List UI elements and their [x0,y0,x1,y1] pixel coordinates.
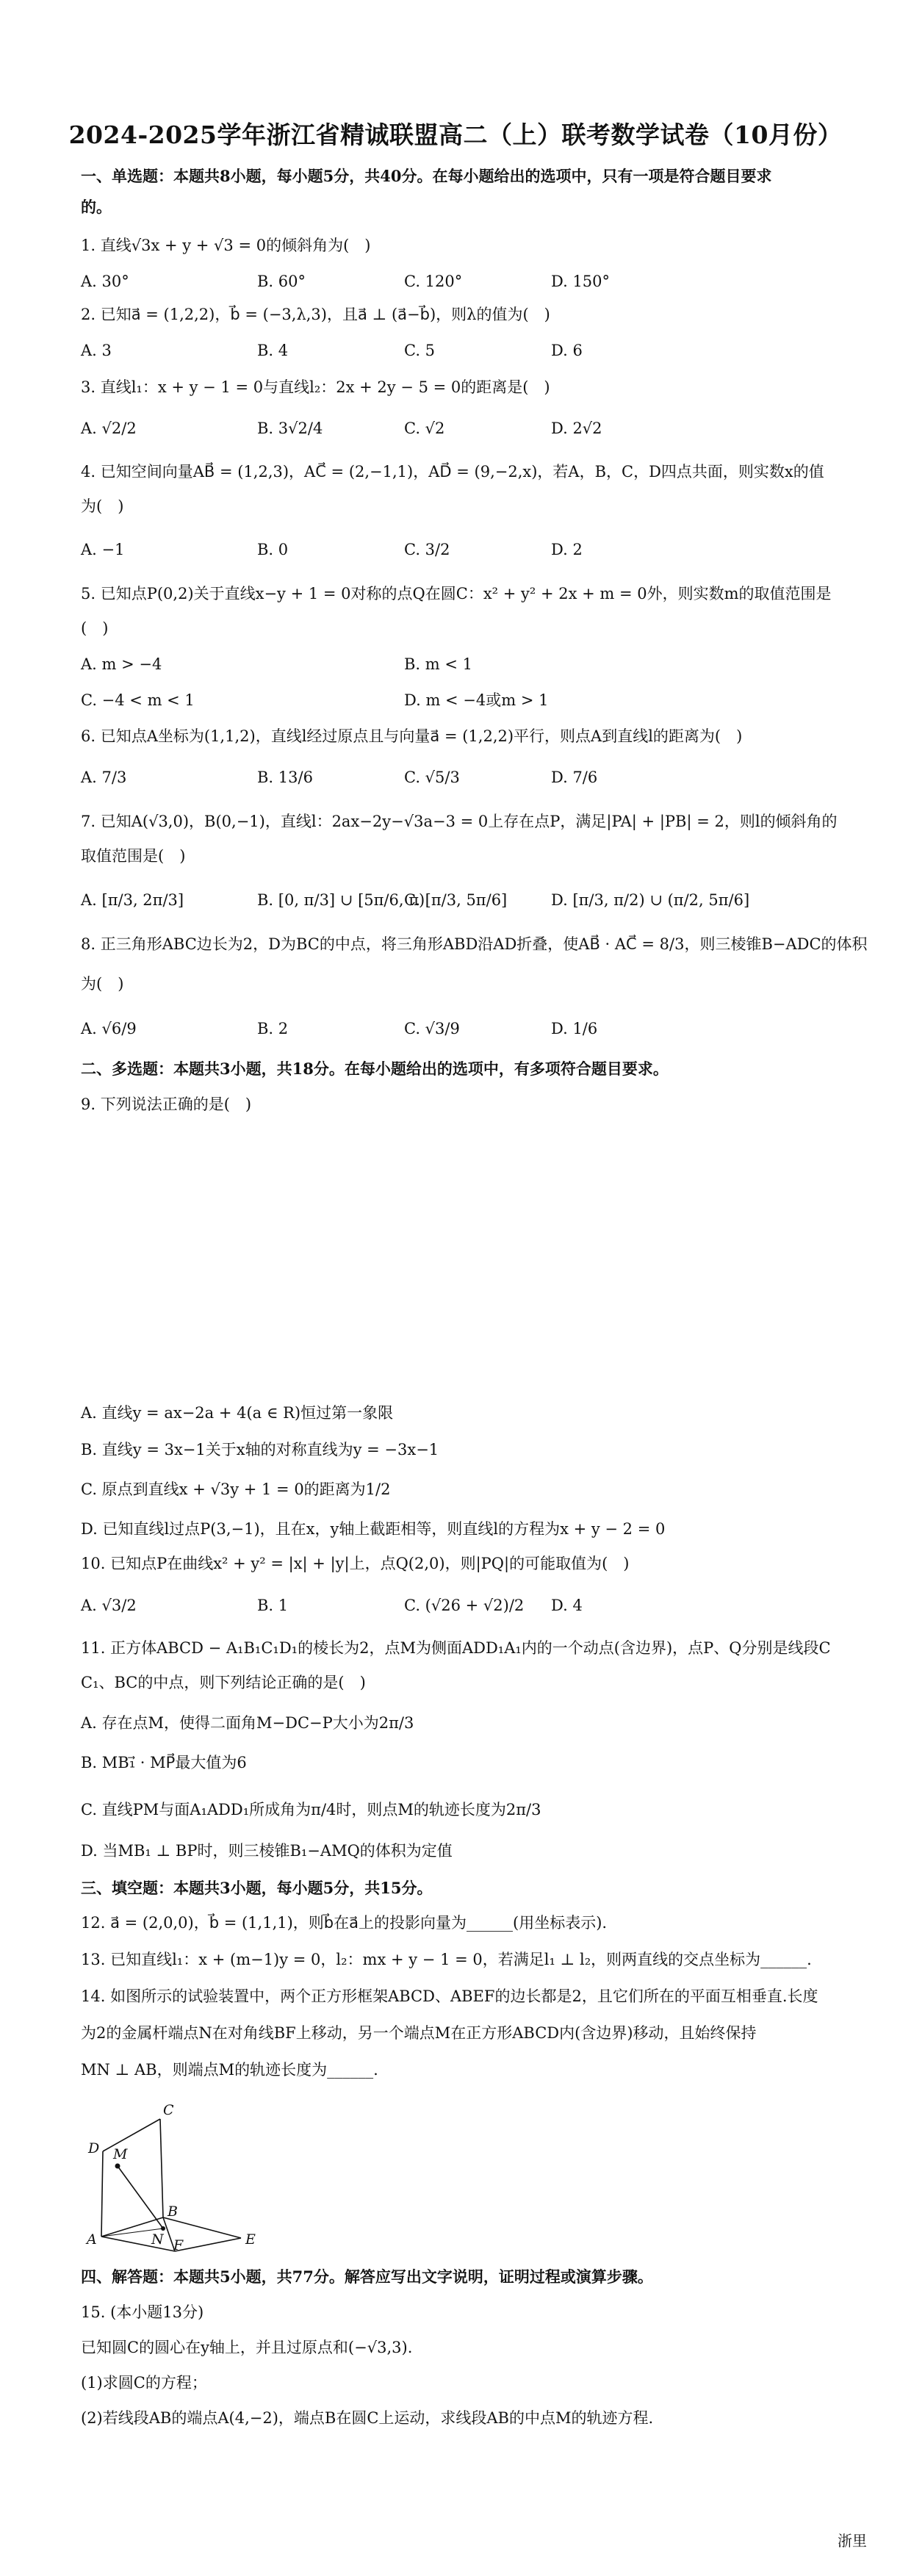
label-a: A [87,2231,97,2248]
q6-option-d: D. 7/6 [551,769,598,786]
q2-option-c: C. 5 [404,342,436,359]
question-10: 10. 已知点P在曲线x² + y² = |x| + |y|上，点Q(2,0)，则|PQ|的可能取值为( ) [81,1555,630,1572]
q7-option-b: B. [0, π/3] ∪ [5π/6, π) [257,891,425,909]
geometry-figure [81,2100,272,2254]
question-14-cont: 为2的金属杆端点N在对角线BF上移动，另一个端点M在正方形ABCD内(含边界)移动，且始终保持 [81,2024,757,2042]
q7-option-d: D. [π/3, π/2) ∪ (π/2, 5π/6] [551,891,750,909]
q3-option-a: A. √2/2 [81,420,137,437]
question-11-cont: C₁、BC的中点，则下列结论正确的是( ) [81,1674,366,1691]
question-14-cont-2: MN ⊥ AB，则端点M的轨迹长度为______. [81,2061,378,2079]
question-11: 11. 正方体ABCD − A₁B₁C₁D₁的棱长为2，点M为侧面ADD₁A₁内的一个动点(含边界)，点P、Q分别是线段C [81,1639,831,1657]
label-m: M [113,2146,128,2162]
q1-option-d: D. 150° [551,273,611,290]
edge-af [101,2237,175,2251]
q2-option-b: B. 4 [257,342,289,359]
q10-option-d: D. 4 [551,1597,583,1614]
page-title: 2024-2025学年浙江省精诚联盟高二（上）联考数学试卷（10月份） [68,120,843,149]
q8-option-d: D. 1/6 [551,1020,598,1037]
label-b: B [168,2203,178,2220]
q5-option-a: A. m > −4 [81,655,162,673]
edge-be [163,2217,241,2238]
q9-option-a: A. 直线y = ax−2a + 4(a ∈ R)恒过第一象限 [81,1404,394,1422]
q3-option-c: C. √2 [404,420,445,437]
question-13: 13. 已知直线l₁：x + (m−1)y = 0，l₂：mx + y − 1 = 0，若满足l₁ ⊥ l₂，则两直线的交点坐标为______. [81,1951,812,1968]
q8-option-c: C. √3/9 [404,1020,460,1037]
question-5: 5. 已知点P(0,2)关于直线x−y + 1 = 0对称的点Q在圆C：x² + y² + 2x + m = 0外，则实数m的取值范围是 [81,585,832,602]
q2-option-d: D. 6 [551,342,583,359]
q1-option-b: B. 60° [257,273,306,290]
q4-option-c: C. 3/2 [404,541,450,558]
question-7-cont: 取值范围是( ) [81,847,186,865]
question-12: 12. a⃗ = (2,0,0)，b⃗ = (1,1,1)，则b⃗在a⃗上的投影向量为______(用坐标表示). [81,1914,608,1932]
label-f: F [173,2237,184,2253]
question-7: 7. 已知A(√3,0)，B(0,−1)，直线l：2ax−2y−√3a−3 = 0上存在点P，满足|PA| + |PB| = 2，则l的倾斜角的 [81,813,838,830]
edge-cb [160,2119,163,2217]
question-4-cont: 为( ) [81,497,124,515]
q9-option-b: B. 直线y = 3x−1关于x轴的对称直线为y = −3x−1 [81,1441,439,1458]
q9-option-c: C. 原点到直线x + √3y + 1 = 0的距离为1/2 [81,1481,391,1498]
edge-da [101,2151,103,2237]
question-15-part-2: (2)若线段AB的端点A(4,−2)，端点B在圆C上运动，求线段AB的中点M的轨迹方程. [81,2409,654,2427]
q11-option-c: C. 直线PM与面A₁ADD₁所成角为π/4时，则点M的轨迹长度为2π/3 [81,1801,541,1818]
q4-option-b: B. 0 [257,541,289,558]
section-4-header: 四、解答题：本题共5小题，共77分。解答应写出文字说明，证明过程或演算步骤。 [81,2267,653,2286]
q1-option-c: C. 120° [404,273,463,290]
q11-option-d: D. 当MB₁ ⊥ BP时，则三棱锥B₁−AMQ的体积为定值 [81,1842,453,1860]
question-5-cont: ( ) [81,619,109,637]
label-n: N [151,2231,164,2248]
q3-option-d: D. 2√2 [551,420,602,437]
q4-option-a: A. −1 [81,541,125,558]
section-3-header: 三、填空题：本题共3小题，每小题5分，共15分。 [81,1879,433,1897]
question-15-header: 15. (本小题13分) [81,2303,204,2321]
question-9: 9. 下列说法正确的是( ) [81,1095,252,1113]
q7-option-a: A. [π/3, 2π/3] [81,891,184,909]
section-2-header: 二、多选题：本题共3小题，共18分。在每小题给出的选项中，有多项符合题目要求。 [81,1059,669,1078]
q11-option-a: A. 存在点M，使得二面角M−DC−P大小为2π/3 [81,1714,414,1732]
q8-option-a: A. √6/9 [81,1020,137,1037]
label-d: D [88,2140,100,2156]
page-footer: 浙里 [838,2532,867,2550]
q5-option-d: D. m < −4或m > 1 [404,691,549,709]
q10-option-b: B. 1 [257,1597,289,1614]
label-c: C [163,2102,174,2118]
question-2: 2. 已知a⃗ = (1,2,2)，b⃗ = (−3,λ,3)，且a⃗ ⊥ (a⃗−b⃗)，则λ的值为( ) [81,306,550,323]
question-1: 1. 直线√3x + y + √3 = 0的倾斜角为( ) [81,237,371,254]
question-3: 3. 直线l₁：x + y − 1 = 0与直线l₂：2x + 2y − 5 = 0的距离是( ) [81,378,550,396]
label-e: E [245,2231,256,2248]
q6-option-a: A. 7/3 [81,769,127,786]
question-8-cont: 为( ) [81,975,124,993]
question-8: 8. 正三角形ABC边长为2，D为BC的中点，将三角形ABD沿AD折叠，使AB⃗ · AC⃗ = 8/3，则三棱锥B−ADC的体积 [81,935,868,953]
question-14: 14. 如图所示的试验装置中，两个正方形框架ABCD、ABEF的边长都是2，且它们所在的平面互相垂直.长度 [81,1987,818,2005]
q8-option-b: B. 2 [257,1020,289,1037]
question-15-body: 已知圆C的圆心在y轴上，并且过原点和(−√3,3). [81,2339,413,2356]
q2-option-a: A. 3 [81,342,112,359]
question-6: 6. 已知点A坐标为(1,1,2)，直线l经过原点且与向量a⃗ = (1,2,2)平行，则点A到直线l的距离为( ) [81,727,743,745]
q11-option-b: B. MB₁⃗ · MP⃗最大值为6 [81,1754,247,1771]
question-4: 4. 已知空间向量AB⃗ = (1,2,3)，AC⃗ = (2,−1,1)，AD⃗ = (9,−2,x)，若A，B，C，D四点共面，则实数x的值 [81,463,824,481]
rod-mn [118,2166,163,2228]
point-n [161,2226,165,2231]
q5-option-b: B. m < 1 [404,655,473,673]
q10-option-a: A. √3/2 [81,1597,137,1614]
q5-option-c: C. −4 < m < 1 [81,691,195,709]
edge-fe [175,2238,241,2251]
q10-option-c: C. (√26 + √2)/2 [404,1597,525,1614]
q1-option-a: A. 30° [81,273,129,290]
q3-option-b: B. 3√2/4 [257,420,323,437]
q6-option-c: C. √5/3 [404,769,460,786]
q6-option-b: B. 13/6 [257,769,313,786]
section-1-header-cont: 的。 [81,198,112,216]
question-15-part-1: (1)求圆C的方程； [81,2374,207,2392]
edge-dc [103,2119,160,2151]
q9-option-d: D. 已知直线l过点P(3,−1)，且在x，y轴上截距相等，则直线l的方程为x + y − 2 = 0 [81,1520,666,1538]
section-1-header: 一、单选题：本题共8小题，每小题5分，共40分。在每小题给出的选项中，只有一项是符合题目要求 [81,167,772,185]
q4-option-d: D. 2 [551,541,583,558]
point-m [115,2164,120,2169]
q7-option-c: C. [π/3, 5π/6] [404,891,508,909]
